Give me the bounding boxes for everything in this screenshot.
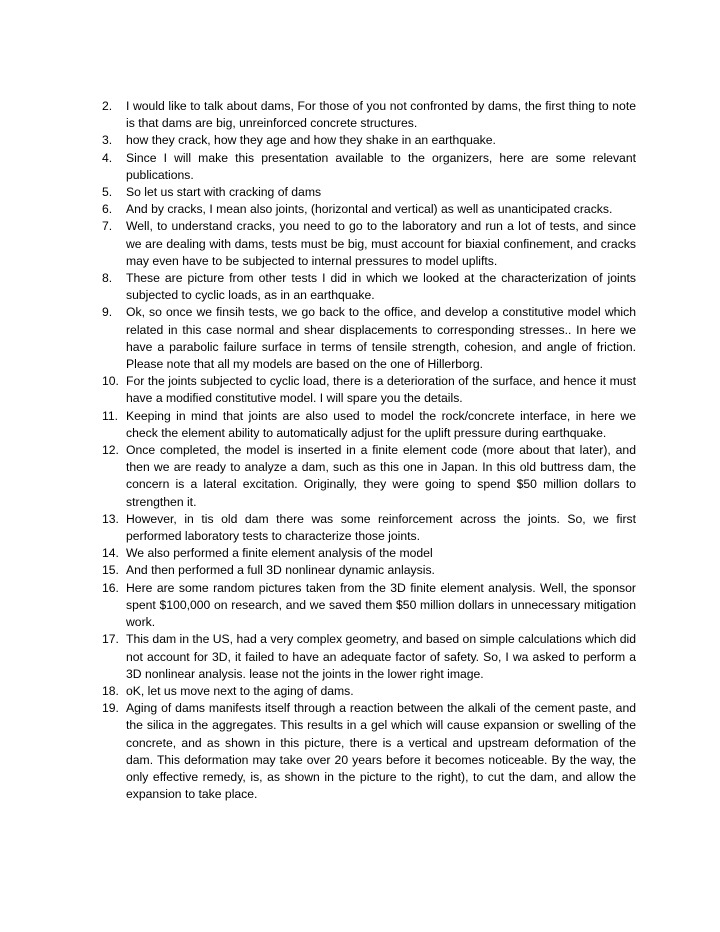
- item-number: 5.: [102, 185, 113, 200]
- notes-list: [102, 98, 636, 803]
- list-item: [102, 201, 636, 218]
- list-item: [102, 683, 636, 700]
- item-text: I would like to talk about dams, For those of you not confronted by dams, the first thing to note is that dams are big, unreinforced concrete structures.: [126, 99, 636, 131]
- item-text: Here are some random pictures taken from the 3D finite element analysis. Well, the sponsor spent $100,000 on research, and we saved them $50 million dollars in unnecessary mitigation work.: [126, 580, 636, 630]
- item-number: 4.: [102, 150, 113, 165]
- item-number: 8.: [102, 271, 113, 286]
- item-text: Well, to understand cracks, you need to go to the laboratory and run a lot of tests, and since we are dealing with dams, tests must be big, must account for biaxial confinement, and cracks may even have to be subjected to internal pressures to model uplifts.: [126, 219, 636, 268]
- list-item: [102, 98, 636, 132]
- item-text: And then performed a full 3D nonlinear dynamic anlaysis.: [126, 563, 435, 578]
- item-number: 6.: [102, 202, 113, 217]
- item-text: Once completed, the model is inserted in a finite element code (more about that later), and then we are ready to analyze a dam, such as this one in Japan. In this old buttress dam, the concern is a lateral excitation. Originally, they were going to spend $50 million dollars to strengthen it.: [126, 443, 636, 509]
- item-number: 7.: [102, 219, 113, 234]
- item-number: 9.: [102, 305, 113, 320]
- item-number: 15.: [102, 563, 119, 578]
- list-item: [102, 408, 636, 442]
- list-item: [102, 132, 636, 149]
- item-text: However, in tis old dam there was some reinforcement across the joints. So, we first performed laboratory tests to characterize those joints.: [126, 511, 636, 544]
- item-number: 14.: [102, 546, 119, 561]
- item-text: Ok, so once we finsih tests, we go back to the office, and develop a constitutive model which related in this case normal and shear displacements to corresponding stresses.. In here we have a parabolic failure surface in terms of tensile strength, cohesion, and angle of friction. Please note that all my models are based on the one of Hillerborg.: [126, 305, 636, 372]
- list-item: [102, 562, 636, 579]
- item-text: And by cracks, I mean also joints, (horizontal and vertical) as well as unanticipated cracks.: [126, 202, 613, 217]
- item-text: Keeping in mind that joints are also used to model the rock/concrete interface, in here we check the element ability to automatically adjust for the uplift pressure during earthquake.: [126, 408, 636, 440]
- list-item: [102, 700, 636, 803]
- item-number: 10.: [102, 374, 119, 389]
- item-number: 11.: [102, 408, 119, 423]
- item-number: 13.: [102, 511, 119, 526]
- list-item: [102, 631, 636, 683]
- item-text: These are picture from other tests I did in which we looked at the characterization of joints subjected to cyclic loads, as in an earthquake.: [126, 271, 636, 303]
- list-item: [102, 580, 636, 632]
- item-text: how they crack, how they age and how they shake in an earthquake.: [126, 133, 496, 148]
- item-text: oK, let us move next to the aging of dams.: [126, 683, 354, 698]
- item-text: Aging of dams manifests itself through a reaction between the alkali of the cement paste, and the silica in the aggregates. This results in a gel which will cause expansion or swelling of the concrete, and as shown in this picture, there is a vertical and upstream deformation of the dam. This deformation may take over 20 years before it becomes noticeable. By the way, the only effective remedy, is, as shown in the picture to the right), to cut the dam, and allow the expansion to take place.: [126, 701, 636, 802]
- item-text: Since I will make this presentation available to the organizers, here are some relevant publications.: [126, 150, 636, 182]
- list-item: [102, 373, 636, 407]
- item-text: This dam in the US, had a very complex geometry, and based on simple calculations which did not account for 3D, it failed to have an adequate factor of safety. So, I wa asked to perform a 3D nonlinear analysis. lease not the joints in the lower right image.: [126, 632, 636, 681]
- item-number: 3.: [102, 133, 113, 148]
- item-number: 19.: [102, 701, 119, 716]
- list-item: [102, 218, 636, 270]
- list-item: [102, 184, 636, 201]
- list-item: [102, 270, 636, 304]
- item-number: 12.: [102, 443, 119, 458]
- item-number: 16.: [102, 580, 119, 595]
- item-number: 17.: [102, 632, 119, 647]
- item-text: For the joints subjected to cyclic load, there is a deterioration of the surface, and hence it must have a modified constitutive model. I will spare you the details.: [126, 374, 636, 406]
- list-item: [102, 511, 636, 545]
- item-number: 18.: [102, 683, 119, 698]
- list-item: [102, 150, 636, 184]
- list-item: [102, 442, 636, 511]
- list-item: [102, 545, 636, 562]
- item-text: We also performed a finite element analysis of the model: [126, 546, 433, 561]
- item-text: So let us start with cracking of dams: [126, 185, 322, 200]
- item-number: 2.: [102, 99, 113, 113]
- list-item: [102, 304, 636, 373]
